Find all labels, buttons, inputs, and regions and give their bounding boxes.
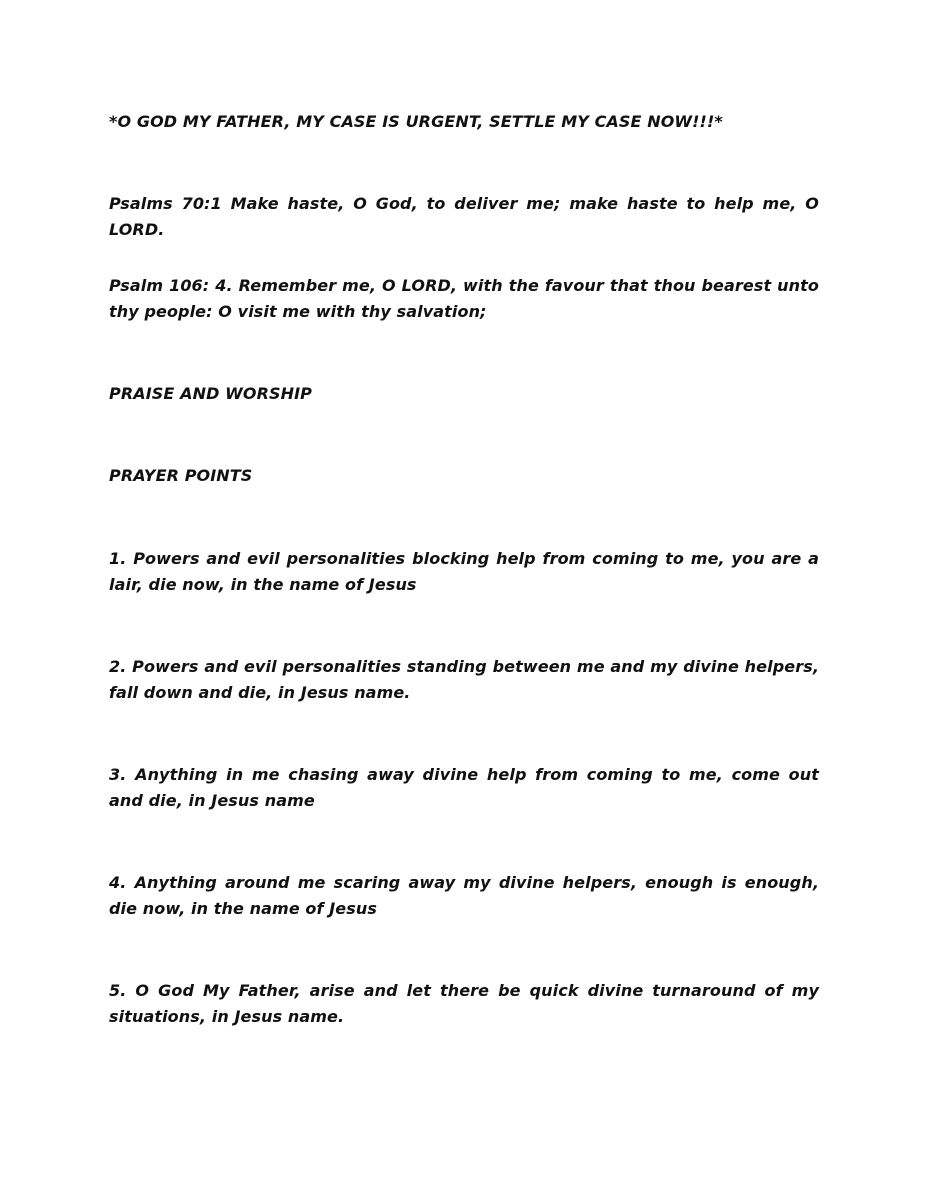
section-heading-praise: PRAISE AND WORSHIP: [109, 384, 312, 403]
prayer-point-3: 3. Anything in me chasing away divine help from coming to me, come out and die, in Jesus name: [109, 765, 819, 810]
prayer-point-1: 1. Powers and evil personalities blocking help from coming to me, you are a lair, die now, in the name of Jesus: [109, 549, 819, 594]
scripture-psalm-70: Psalms 70:1 Make haste, O God, to deliver me; make haste to help me, O LORD.: [109, 194, 819, 239]
section-heading-prayer-points: PRAYER POINTS: [109, 466, 253, 485]
prayer-point-5: 5. O God My Father, arise and let there be quick divine turnaround of my situations, in Jesus name.: [109, 981, 819, 1026]
prayer-point-2: 2. Powers and evil personalities standing between me and my divine helpers, fall down and die, in Jesus name.: [109, 657, 819, 702]
document-title: *O GOD MY FATHER, MY CASE IS URGENT, SETTLE MY CASE NOW!!!*: [109, 112, 723, 131]
scripture-psalm-106: Psalm 106: 4. Remember me, O LORD, with the favour that thou bearest unto thy people: O visit me with thy salvation;: [109, 276, 819, 321]
prayer-point-4: 4. Anything around me scaring away my divine helpers, enough is enough, die now, in the name of Jesus: [109, 873, 819, 918]
